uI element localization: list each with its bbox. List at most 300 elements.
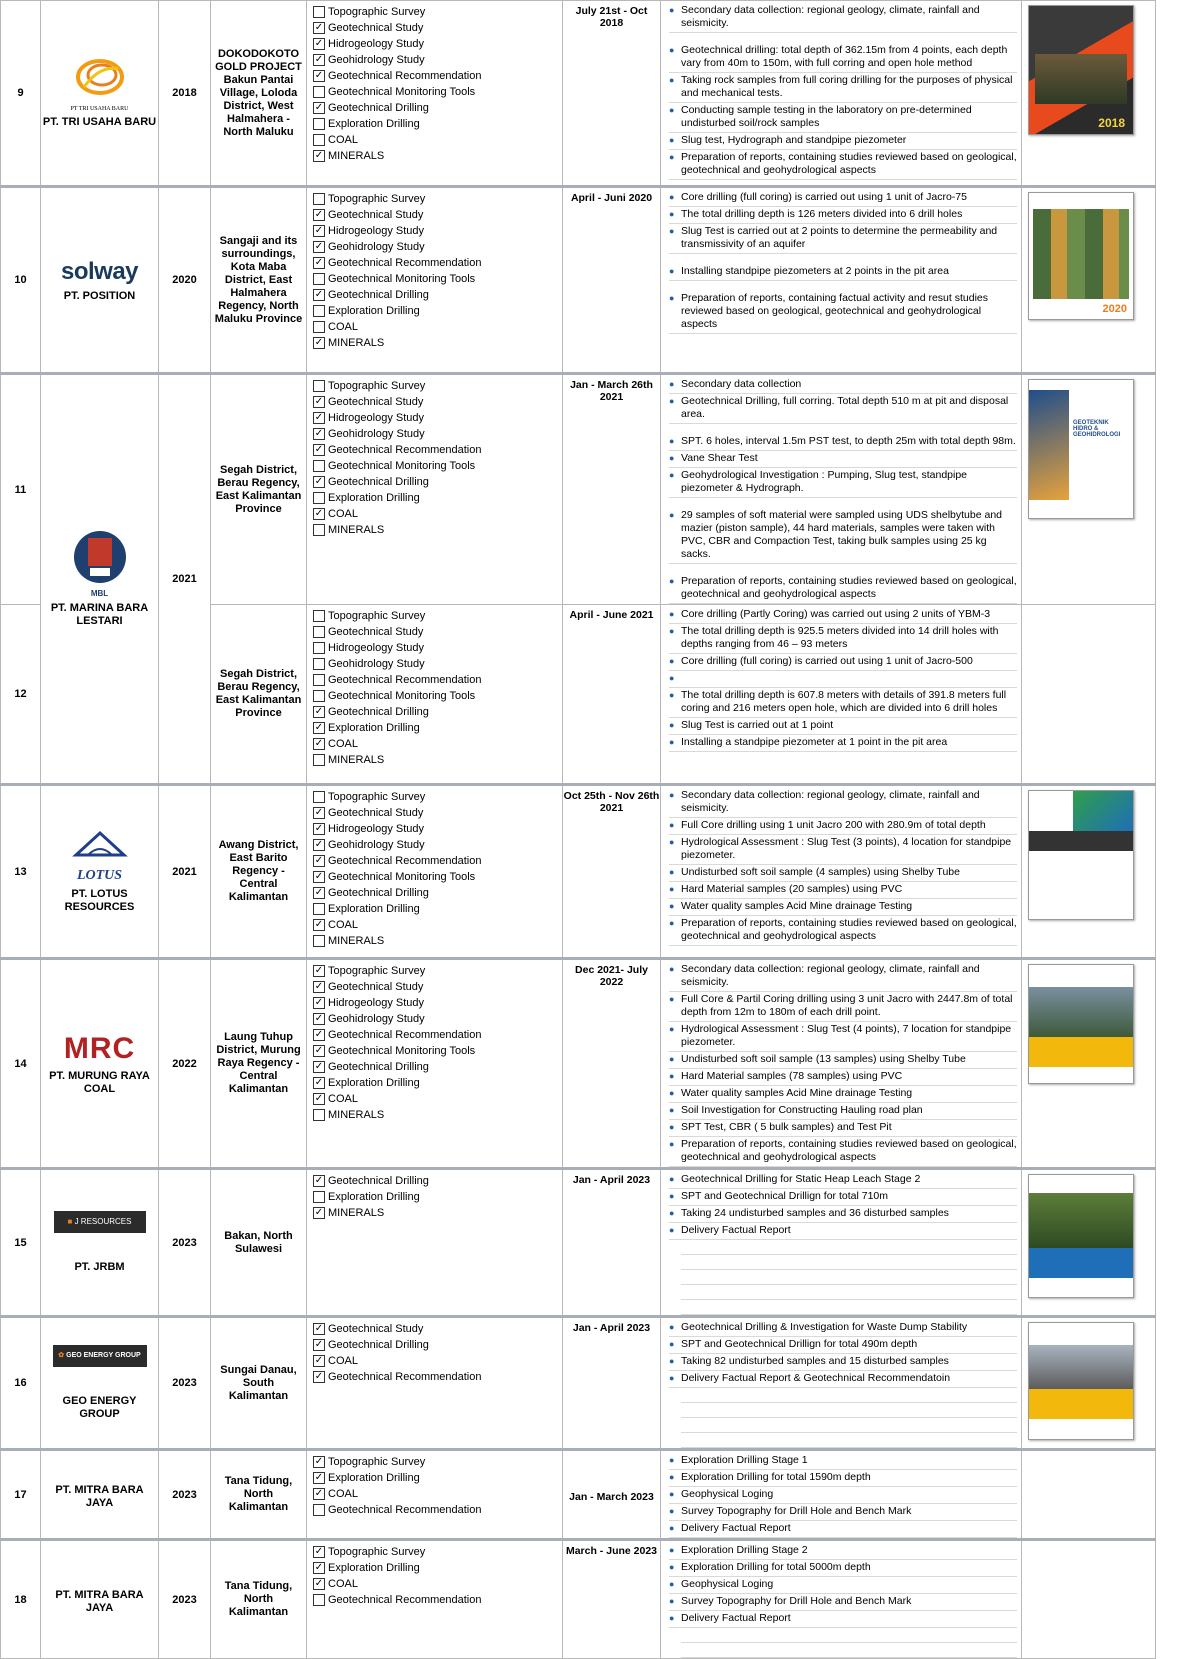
scope-checkbox-item[interactable] [313, 736, 562, 752]
checkbox-empty-icon[interactable] [313, 193, 325, 205]
checkbox-empty-icon[interactable] [313, 86, 325, 98]
checkbox-checked-icon[interactable]: ✓ [314, 738, 324, 749]
report-cover-cell [1022, 187, 1156, 374]
scope-cell [307, 1317, 563, 1450]
checkbox-checked-icon[interactable]: ✓ [314, 150, 324, 161]
table-row [1, 1540, 1156, 1659]
description-cell [661, 1169, 1022, 1317]
description-text: Vane Shear Test [681, 452, 758, 464]
checkbox-checked-icon[interactable]: ✓ [314, 1045, 324, 1056]
table-row [1, 785, 1156, 959]
bullet-icon: ● [669, 1225, 675, 1235]
checkbox-checked-icon[interactable]: ✓ [314, 887, 324, 898]
scope-cell [307, 1, 563, 187]
scope-checkbox-item[interactable] [313, 522, 562, 538]
description-bullet [669, 1453, 1017, 1470]
bullet-icon: ● [669, 1356, 675, 1366]
cover-band [1073, 791, 1133, 831]
description-bullet [669, 1354, 1017, 1371]
description-text: Undisturbed soft soil sample (4 samples) using Shelby Tube [681, 866, 960, 878]
scope-label: MINERALS [328, 1109, 385, 1121]
scope-label: Geotechnical Recommendation [328, 674, 482, 686]
checkbox-checked-icon[interactable]: ✓ [314, 965, 324, 976]
scope-label: Geotechnical Monitoring Tools [328, 273, 476, 285]
scope-label: Exploration Drilling [328, 1562, 420, 1574]
scope-label: Topographic Survey [328, 1546, 426, 1558]
description-bullet [669, 291, 1017, 334]
logo-text: PT TRI USAHA BARU [70, 106, 129, 112]
cover-title: GEOTEKNIK HIDRO & GEOHIDROLOGI [1073, 420, 1121, 438]
description-text: SPT and Geotechnical Drillign for total 710m [681, 1190, 888, 1202]
checkbox-checked-icon[interactable]: ✓ [314, 1061, 324, 1072]
year-cell: 2023 [159, 1317, 211, 1450]
description-bullet [669, 1577, 1017, 1594]
checkbox-checked-icon[interactable]: ✓ [314, 396, 324, 407]
scope-checkbox-item[interactable] [313, 821, 562, 837]
bullet-icon: ● [669, 1208, 675, 1218]
report-cover-image [1028, 1174, 1134, 1298]
description-text: Preparation of reports, containing studies reviewed based on geological, geotechnical and geohydrological aspects [681, 1138, 1017, 1163]
scope-checkbox-item[interactable] [313, 917, 562, 933]
scope-checkbox-item[interactable] [313, 1502, 562, 1518]
scope-label: Geotechnical Recommendation [328, 1371, 482, 1383]
checkbox-checked-icon[interactable]: ✓ [314, 508, 324, 519]
checkbox-empty-icon[interactable] [313, 674, 325, 686]
scope-checkbox-item[interactable] [313, 148, 562, 164]
cover-photo [1035, 54, 1127, 104]
checkbox-empty-icon[interactable] [313, 658, 325, 670]
scope-checkbox-item[interactable] [313, 271, 562, 287]
scope-label: Hidrogeology Study [328, 642, 425, 654]
scope-label: MINERALS [328, 754, 385, 766]
checkbox-checked-icon[interactable]: ✓ [314, 70, 324, 81]
client-name: PT. JRBM [74, 1261, 125, 1273]
description-cell [661, 1540, 1022, 1659]
checkbox-checked-icon[interactable]: ✓ [314, 981, 324, 992]
period-cell [563, 1317, 661, 1450]
scope-label: Exploration Drilling [328, 1191, 420, 1203]
checkbox-checked-icon[interactable]: ✓ [314, 1371, 324, 1382]
scope-label: COAL [328, 1578, 358, 1590]
scope-checkbox-item[interactable] [313, 1560, 562, 1576]
scope-checkbox-item[interactable] [313, 223, 562, 239]
period-text: Oct 25th - Nov 26th 2021 [563, 790, 660, 814]
scope-checkbox-item[interactable] [313, 410, 562, 426]
bullet-icon: ● [669, 609, 675, 619]
row-number: 10 [1, 187, 41, 374]
checkbox-checked-icon[interactable]: ✓ [314, 54, 324, 65]
checkbox-empty-icon[interactable] [313, 690, 325, 702]
description-bullet [669, 1470, 1017, 1487]
scope-checkbox-item[interactable] [313, 1173, 562, 1189]
checkbox-empty-icon[interactable] [313, 903, 325, 915]
scope-label: Geotechnical Recommendation [328, 855, 482, 867]
bullet-icon: ● [669, 1322, 675, 1332]
location-cell: DOKODOKOTO GOLD PROJECT Bakun Pantai Village, Loloda District, West Halmahera - North Maluku [211, 1, 307, 187]
client-cell [41, 1169, 159, 1317]
empty-line [681, 1255, 1017, 1270]
checkbox-checked-icon[interactable]: ✓ [314, 428, 324, 439]
scope-checkbox-item[interactable] [313, 853, 562, 869]
description-text: Core drilling (full coring) is carried out using 1 unit of Jacro-500 [681, 655, 973, 667]
description-cell [661, 785, 1022, 959]
logo-text: MRC [63, 1031, 136, 1065]
scope-label: Geotechnical Recommendation [328, 1594, 482, 1606]
scope-checkbox-item[interactable] [313, 933, 562, 949]
report-cover-image [1028, 1322, 1134, 1440]
scope-label: Geotechnical Study [328, 22, 424, 34]
year-cell: 2022 [159, 959, 211, 1169]
client-name: PT. MARINA BARA LESTARI [50, 602, 149, 627]
scope-checkbox-item[interactable] [313, 116, 562, 132]
checkbox-empty-icon[interactable] [313, 321, 325, 333]
checkbox-checked-icon[interactable]: ✓ [314, 1355, 324, 1366]
description-text: Delivery Factual Report [681, 1522, 791, 1534]
bullet-icon: ● [669, 1579, 675, 1589]
description-cell [661, 1450, 1022, 1540]
description-text: Exploration Drilling for total 5000m depth [681, 1561, 871, 1573]
description-text: Slug Test is carried out at 2 points to determine the permeability and transmissivity of an aquifer [681, 225, 998, 250]
checkbox-checked-icon[interactable]: ✓ [314, 1578, 324, 1589]
scope-checkbox-item[interactable] [313, 287, 562, 303]
scope-checkbox-item[interactable] [313, 319, 562, 335]
description-bullet [669, 190, 1017, 207]
checkbox-checked-icon[interactable]: ✓ [314, 871, 324, 882]
checkbox-checked-icon[interactable]: ✓ [314, 855, 324, 866]
scope-checkbox-item[interactable] [313, 720, 562, 736]
checkbox-checked-icon[interactable]: ✓ [314, 1456, 324, 1467]
scope-checkbox-item[interactable] [313, 1454, 562, 1470]
table-row [1, 374, 1156, 605]
scope-label: Topographic Survey [328, 6, 426, 18]
checkbox-checked-icon[interactable]: ✓ [314, 997, 324, 1008]
scope-checkbox-item[interactable] [313, 378, 562, 394]
report-cover-cell [1022, 959, 1156, 1169]
bullet-icon: ● [669, 1489, 675, 1499]
cover-photo [1033, 209, 1129, 299]
scope-checkbox-item[interactable] [313, 789, 562, 805]
bullet-icon: ● [669, 436, 675, 446]
scope-label: Geotechnical Study [328, 626, 424, 638]
description-bullet [669, 1611, 1017, 1628]
checkbox-checked-icon[interactable]: ✓ [314, 807, 324, 818]
scope-label: COAL [328, 321, 358, 333]
checkbox-checked-icon[interactable]: ✓ [314, 823, 324, 834]
checkbox-checked-icon[interactable]: ✓ [314, 225, 324, 236]
description-cell [661, 374, 1022, 605]
checkbox-checked-icon[interactable]: ✓ [314, 412, 324, 423]
scope-checkbox-item[interactable] [313, 752, 562, 768]
client-name: PT. LOTUS RESOURCES [64, 888, 135, 913]
period-cell [563, 374, 661, 605]
scope-checkbox-item[interactable] [313, 1369, 562, 1385]
scope-checkbox-item[interactable] [313, 490, 562, 506]
description-bullet [669, 224, 1017, 254]
checkbox-checked-icon[interactable]: ✓ [314, 722, 324, 733]
bullet-icon: ● [669, 626, 675, 636]
scope-checkbox-item[interactable] [313, 640, 562, 656]
description-text: Preparation of reports, containing studies reviewed based on geological, geotechnical and geohydrological aspects [681, 151, 1017, 176]
scope-checkbox-item[interactable] [313, 1091, 562, 1107]
description-bullet [669, 865, 1017, 882]
report-cover-cell [1022, 785, 1156, 959]
checkbox-empty-icon[interactable] [313, 626, 325, 638]
logo-text: LOTUS [76, 868, 123, 883]
table-row [1, 1450, 1156, 1540]
scope-label: Geotechnical Recommendation [328, 1029, 482, 1041]
scope-checkbox-item[interactable] [313, 1043, 562, 1059]
bullet-icon: ● [669, 105, 675, 115]
scope-checkbox-item[interactable] [313, 837, 562, 853]
description-bullet [669, 508, 1017, 564]
scope-checkbox-item[interactable] [313, 1337, 562, 1353]
description-text: Preparation of reports, containing studies reviewed based on geological, geotechnical and geohydrological aspects [681, 575, 1017, 600]
scope-checkbox-item[interactable] [313, 1592, 562, 1608]
checkbox-checked-icon[interactable]: ✓ [314, 1175, 324, 1186]
checkbox-checked-icon[interactable]: ✓ [314, 257, 324, 268]
scope-checkbox-item[interactable] [313, 1075, 562, 1091]
description-bullet [669, 688, 1017, 718]
scope-label: COAL [328, 134, 358, 146]
checkbox-empty-icon[interactable] [313, 1594, 325, 1606]
scope-checkbox-item[interactable] [313, 1189, 562, 1205]
row-number: 18 [1, 1540, 41, 1659]
scope-checkbox-item[interactable] [313, 442, 562, 458]
checkbox-empty-icon[interactable] [313, 935, 325, 947]
scope-checkbox-item[interactable] [313, 52, 562, 68]
checkbox-empty-icon[interactable] [313, 134, 325, 146]
bullet-icon: ● [669, 1562, 675, 1572]
description-bullet [669, 264, 1017, 281]
logo-text: GEO ENERGY GROUP [66, 1352, 141, 1359]
scope-checkbox-item[interactable] [313, 656, 562, 672]
checkbox-checked-icon[interactable]: ✓ [314, 706, 324, 717]
checkbox-checked-icon[interactable]: ✓ [314, 1488, 324, 1499]
scope-checkbox-item[interactable] [313, 506, 562, 522]
scope-checkbox-item[interactable] [313, 239, 562, 255]
checkbox-empty-icon[interactable] [313, 610, 325, 622]
checkbox-checked-icon[interactable]: ✓ [314, 1077, 324, 1088]
description-text: Hard Material samples (20 samples) using PVC [681, 883, 903, 895]
description-bullet [669, 899, 1017, 916]
report-cover-cell [1022, 1317, 1156, 1450]
checkbox-empty-icon[interactable] [313, 642, 325, 654]
scope-checkbox-item[interactable] [313, 704, 562, 720]
checkbox-checked-icon[interactable]: ✓ [314, 444, 324, 455]
scope-checkbox-item[interactable] [313, 869, 562, 885]
description-text: Geotechnical Drilling, full corring. Total depth 510 m at pit and disposal area. [681, 395, 1009, 420]
description-bullet [669, 607, 1017, 624]
scope-label: Geohidrology Study [328, 428, 425, 440]
period-cell [563, 785, 661, 959]
scope-checkbox-item[interactable] [313, 458, 562, 474]
description-bullet [669, 1189, 1017, 1206]
scope-label: Exploration Drilling [328, 305, 420, 317]
scope-checkbox-item[interactable] [313, 901, 562, 917]
scope-checkbox-item[interactable] [313, 394, 562, 410]
scope-checkbox-item[interactable] [313, 1576, 562, 1592]
checkbox-empty-icon[interactable] [313, 460, 325, 472]
scope-checkbox-item[interactable] [313, 426, 562, 442]
checkbox-checked-icon[interactable]: ✓ [314, 241, 324, 252]
checkbox-checked-icon[interactable]: ✓ [314, 1207, 324, 1218]
scope-label: Hidrogeology Study [328, 823, 425, 835]
scope-checkbox-item[interactable] [313, 20, 562, 36]
scope-checkbox-item[interactable] [313, 608, 562, 624]
checkbox-empty-icon[interactable] [313, 524, 325, 536]
cover-photo [1029, 1193, 1133, 1248]
description-text: Geohydrological Investigation : Pumping, Slug test, standpipe piezometer & Hydrograph. [681, 469, 968, 494]
description-bullet [669, 133, 1017, 150]
scope-checkbox-item[interactable] [313, 963, 562, 979]
bullet-icon: ● [669, 1105, 675, 1115]
description-text: 29 samples of soft material were sampled using UDS shelbytube and mazier (piston sample), 44 hard materials, samples were taken with PVC, CBR and Compaction Test, taking bulk samples using 25 kg sacks. [681, 509, 1002, 560]
description-text: Taking 24 undisturbed samples and 36 disturbed samples [681, 1207, 949, 1219]
checkbox-empty-icon[interactable] [313, 380, 325, 392]
scope-checkbox-item[interactable] [313, 132, 562, 148]
period-text: Jan - March 26th 2021 [570, 379, 653, 403]
report-cover-image [1028, 964, 1134, 1084]
checkbox-checked-icon[interactable]: ✓ [314, 1546, 324, 1557]
scope-checkbox-item[interactable] [313, 1205, 562, 1221]
description-text: Full Core & Partil Coring drilling using 3 unit Jacro with 2447.8m of total depth from 12m to 180m of each drill point. [681, 993, 1013, 1018]
checkbox-empty-icon[interactable] [313, 273, 325, 285]
scope-checkbox-item[interactable] [313, 207, 562, 223]
checkbox-checked-icon[interactable]: ✓ [314, 1472, 324, 1483]
scope-label: Topographic Survey [328, 791, 426, 803]
scope-checkbox-item[interactable] [313, 688, 562, 704]
period-text: March - June 2023 [565, 1545, 658, 1557]
checkbox-checked-icon[interactable]: ✓ [314, 337, 324, 348]
checkbox-empty-icon[interactable] [313, 492, 325, 504]
description-text: Taking 82 undisturbed samples and 15 disturbed samples [681, 1355, 949, 1367]
scope-checkbox-item[interactable] [313, 1107, 562, 1123]
scope-checkbox-item[interactable] [313, 1027, 562, 1043]
scope-checkbox-item[interactable] [313, 191, 562, 207]
mbl-logo [73, 530, 127, 584]
period-cell [563, 1169, 661, 1317]
scope-checkbox-item[interactable] [313, 979, 562, 995]
checkbox-checked-icon[interactable]: ✓ [314, 839, 324, 850]
checkbox-empty-icon[interactable] [313, 6, 325, 18]
scope-checkbox-item[interactable] [313, 1486, 562, 1502]
scope-checkbox-item[interactable] [313, 1011, 562, 1027]
period-cell [563, 187, 661, 374]
checkbox-checked-icon[interactable]: ✓ [314, 1013, 324, 1024]
scope-checkbox-item[interactable] [313, 255, 562, 271]
description-text: Soil Investigation for Constructing Hauling road plan [681, 1104, 923, 1116]
report-cover-image [1028, 379, 1134, 519]
scope-checkbox-item[interactable] [313, 1544, 562, 1560]
description-bullet [669, 1320, 1017, 1337]
checkbox-checked-icon[interactable]: ✓ [314, 1323, 324, 1334]
scope-checkbox-item[interactable] [313, 1059, 562, 1075]
checkbox-empty-icon[interactable] [313, 118, 325, 130]
bullet-icon: ● [669, 1339, 675, 1349]
checkbox-checked-icon[interactable]: ✓ [314, 476, 324, 487]
row-number: 15 [1, 1169, 41, 1317]
checkbox-checked-icon[interactable]: ✓ [314, 1339, 324, 1350]
bullet-icon: ● [669, 1472, 675, 1482]
empty-line [681, 1433, 1017, 1448]
checkbox-empty-icon[interactable] [313, 305, 325, 317]
scope-checkbox-item[interactable] [313, 474, 562, 490]
checkbox-empty-icon[interactable] [313, 754, 325, 766]
bullet-icon: ● [669, 1024, 675, 1034]
scope-label: Geotechnical Monitoring Tools [328, 1045, 476, 1057]
description-bullet [669, 1371, 1017, 1388]
scope-checkbox-item[interactable] [313, 1470, 562, 1486]
checkbox-empty-icon[interactable] [313, 791, 325, 803]
checkbox-checked-icon[interactable]: ✓ [314, 919, 324, 930]
period-cell [563, 605, 661, 785]
scope-checkbox-item[interactable] [313, 36, 562, 52]
description-bullet [669, 103, 1017, 133]
checkbox-checked-icon[interactable]: ✓ [314, 1029, 324, 1040]
checkbox-empty-icon[interactable] [313, 1191, 325, 1203]
checkbox-empty-icon[interactable] [313, 1109, 325, 1121]
bullet-icon: ● [669, 1191, 675, 1201]
report-cover-cell [1022, 605, 1156, 785]
description-text: Exploration Drilling Stage 1 [681, 1454, 808, 1466]
scope-label: Geohidrology Study [328, 1013, 425, 1025]
table-row [1, 1317, 1156, 1450]
checkbox-checked-icon[interactable]: ✓ [314, 1093, 324, 1104]
description-bullet [669, 1487, 1017, 1504]
scope-checkbox-item[interactable] [313, 624, 562, 640]
description-bullet [669, 788, 1017, 818]
row-number: 16 [1, 1317, 41, 1450]
scope-checkbox-item[interactable] [313, 303, 562, 319]
report-cover-cell [1022, 1, 1156, 187]
scope-label: Geotechnical Recommendation [328, 257, 482, 269]
checkbox-checked-icon[interactable]: ✓ [314, 22, 324, 33]
bullet-icon: ● [669, 1071, 675, 1081]
description-bullet [669, 671, 1017, 688]
description-bullet [669, 1052, 1017, 1069]
description-text: Preparation of reports, containing factual activity and resut studies reviewed based on geological, geotechnical and geohydrological aspects [681, 292, 989, 330]
description-bullet [669, 718, 1017, 735]
checkbox-checked-icon[interactable]: ✓ [314, 1562, 324, 1573]
description-cell [661, 187, 1022, 374]
scope-checkbox-item[interactable] [313, 335, 562, 351]
checkbox-checked-icon[interactable]: ✓ [314, 102, 324, 113]
description-bullet [669, 451, 1017, 468]
scope-checkbox-item[interactable] [313, 885, 562, 901]
scope-checkbox-item[interactable] [313, 1321, 562, 1337]
bullet-icon: ● [669, 1455, 675, 1465]
scope-checkbox-item[interactable] [313, 805, 562, 821]
period-cell [563, 1450, 661, 1540]
report-cover-image [1028, 790, 1134, 920]
description-text: SPT and Geotechnical Drillign for total 490m depth [681, 1338, 918, 1350]
checkbox-empty-icon[interactable] [313, 1504, 325, 1516]
scope-label: Geotechnical Study [328, 1323, 424, 1335]
checkbox-checked-icon[interactable]: ✓ [314, 38, 324, 49]
scope-checkbox-item[interactable] [313, 100, 562, 116]
scope-checkbox-item[interactable] [313, 4, 562, 20]
location-cell: Laung Tuhup District, Murung Raya Regency - Central Kalimantan [211, 959, 307, 1169]
scope-checkbox-item[interactable] [313, 68, 562, 84]
checkbox-checked-icon[interactable]: ✓ [314, 289, 324, 300]
scope-checkbox-item[interactable] [313, 84, 562, 100]
scope-label: COAL [328, 1488, 358, 1500]
description-text: Preparation of reports, containing studies reviewed based on geological, geotechnical and geohydrological aspects [681, 917, 1017, 942]
checkbox-checked-icon[interactable]: ✓ [314, 209, 324, 220]
scope-checkbox-item[interactable] [313, 995, 562, 1011]
scope-checkbox-item[interactable] [313, 1353, 562, 1369]
scope-checkbox-item[interactable] [313, 672, 562, 688]
